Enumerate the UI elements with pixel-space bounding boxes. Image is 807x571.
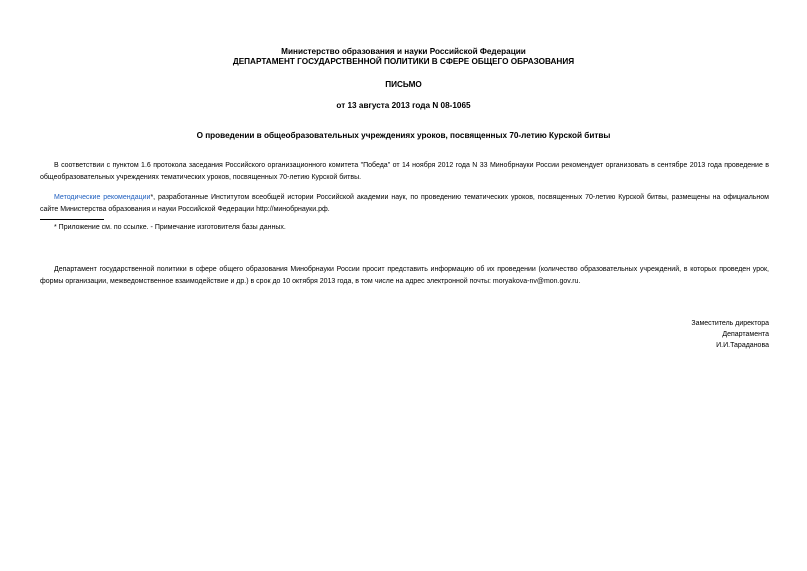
methodical-recommendations-link[interactable]: Методические рекомендации bbox=[54, 194, 151, 201]
signature-position-1: Заместитель директора bbox=[691, 320, 769, 327]
document-date-number: от 13 августа 2013 года N 08-1065 bbox=[336, 101, 471, 110]
document-type: ПИСЬМО bbox=[385, 80, 422, 89]
paragraph-2 bbox=[40, 192, 769, 215]
footnote: * Приложение см. по ссылке. - Примечание изготовителя базы данных. bbox=[54, 224, 286, 231]
paragraph-2-text: *, разработанные Институтом всеобщей истории Российской академии наук, по проведению тематических уроков, посвященных 70-летию Курской битвы, размещены на официальном сайте Министерства образования и науки Российской Федерации http://минобрнауки.рф. bbox=[40, 194, 769, 213]
document-title: О проведении в общеобразовательных учреждениях уроков, посвященных 70-летию Курской битвы bbox=[196, 131, 611, 140]
footnote-divider bbox=[40, 219, 104, 220]
paragraph-3-text: Департамент государственной политики в сфере общего образования Минобрнауки России просит представить информацию об их проведении (количество образовательных учреждений, в которых проведен урок, формы организации, межведомственное взаимодействие и др.) в срок до 10 октября 2013 года, в том числе на адрес электронной почты: moryakova-nv@mon.gov.ru. bbox=[40, 266, 769, 285]
paragraph-1 bbox=[40, 160, 769, 183]
department-name: ДЕПАРТАМЕНТ ГОСУДАРСТВЕННОЙ ПОЛИТИКИ В СФЕРЕ ОБЩЕГО ОБРАЗОВАНИЯ bbox=[232, 57, 575, 66]
paragraph-1-text: В соответствии с пунктом 1.6 протокола заседания Российского организационного комитета "Победа" от 14 ноября 2012 года N 33 Минобрнауки России рекомендует организовать в сентябре 2013 года проведение в общеобразовательных учреждениях тематических уроков, посвященных 70-летию Курской битвы. bbox=[40, 162, 769, 181]
signature-name: И.И.Тараданова bbox=[716, 342, 769, 349]
paragraph-3 bbox=[40, 264, 769, 287]
signature-position-2: Департамента bbox=[722, 331, 769, 338]
ministry-name: Министерство образования и науки Российской Федерации bbox=[281, 47, 526, 56]
